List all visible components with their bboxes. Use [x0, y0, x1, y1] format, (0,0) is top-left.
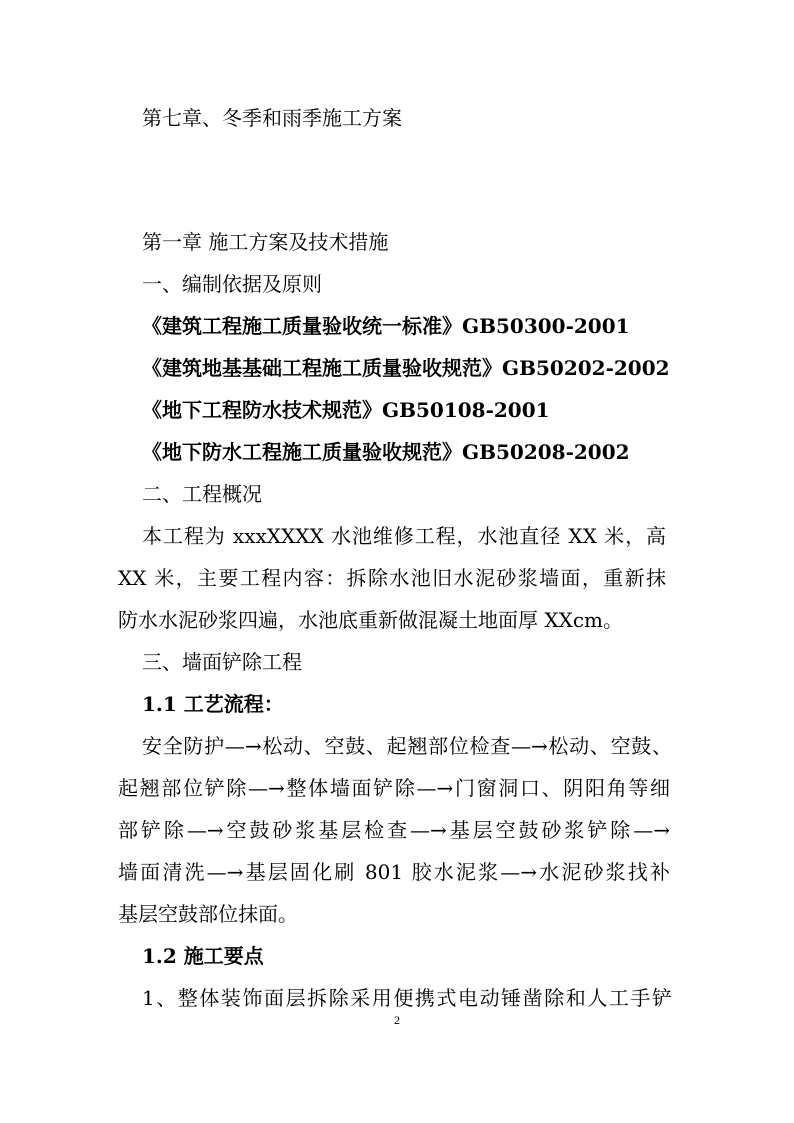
subsection-1-2-heading: 1.2 施工要点 — [142, 944, 264, 968]
reference-item: 《建筑工程施工质量验收统一标准》GB50300-2001 — [142, 314, 630, 338]
section1-heading: 一、编制依据及原则 — [142, 272, 322, 296]
process-line: 墙面清洗—→基层固化刷 801 胶水泥浆—→水泥砂浆找补 — [118, 860, 670, 884]
subsection-1-1-heading: 1.1 工艺流程： — [142, 692, 284, 716]
overview-line: 防水水泥砂浆四遍，水池底重新做混凝土地面厚 XXcm。 — [118, 608, 623, 632]
overview-line: XX 米，主要工程内容：拆除水池旧水泥砂浆墙面，重新抹 — [118, 566, 666, 590]
process-line: 部铲除—→空鼓砂浆基层检查—→基层空鼓砂浆铲除—→ — [118, 818, 670, 842]
chapter1-title: 第一章 施工方案及技术措施 — [142, 230, 389, 254]
reference-item: 《建筑地基基础工程施工质量验收规范》GB50202-2002 — [142, 356, 670, 380]
chapter7-title: 第七章、冬季和雨季施工方案 — [142, 106, 402, 130]
section2-heading: 二、工程概况 — [142, 482, 262, 506]
process-line: 起翘部位铲除—→整体墙面铲除—→门窗洞口、阴阳角等细 — [118, 776, 670, 800]
process-line: 安全防护—→松动、空鼓、起翘部位检查—→松动、空鼓、 — [142, 734, 672, 758]
process-line: 基层空鼓部位抹面。 — [118, 902, 298, 926]
overview-line: 本工程为 xxxXXXX 水池维修工程，水池直径 XX 米，高 — [142, 524, 666, 548]
section3-heading: 三、墙面铲除工程 — [142, 650, 302, 674]
reference-item: 《地下工程防水技术规范》GB50108-2001 — [142, 398, 550, 422]
point-1-line: 1、整体装饰面层拆除采用便携式电动锤凿除和人工手铲 — [142, 986, 672, 1010]
page-number: 2 — [394, 1013, 400, 1027]
reference-item: 《地下防水工程施工质量验收规范》GB50208-2002 — [142, 440, 630, 464]
